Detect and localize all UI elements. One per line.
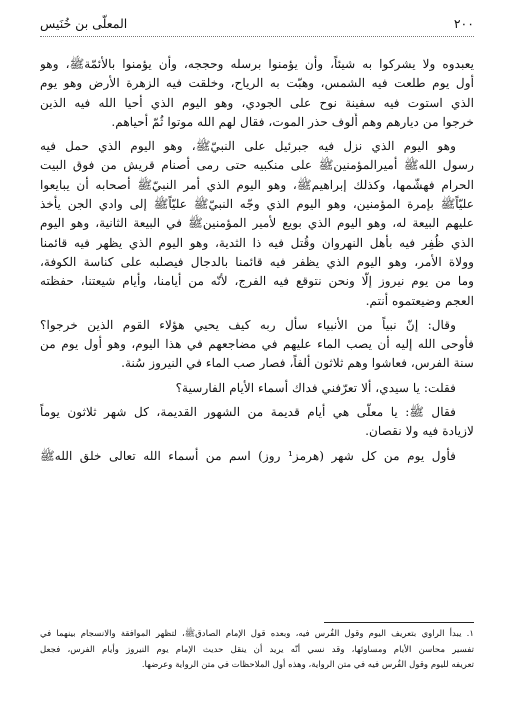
text-line: رسول اللهﷺ أميرالمؤمنينﷺ على منكبيه حتى رمى أصنام قريش من فوق البيت [40,158,474,173]
text-line: لازيادة فيه ولا نقصان. [365,424,474,439]
text-line: الذي استوت فيه سفينة نوح على الجودي، وهو اليوم الذي أحيا الله فيه الذين [40,95,474,110]
text-line: سنة الفرس، فعاشوا وهم ثلاثون ألفاً، فصار صب الماء في النيروز سُنة. [121,356,474,371]
text-line: عليهم البيعة له، وهو اليوم الذي بويع لأمير المؤمنينﷺ في البيعة الثانية، وهو اليوم [40,216,474,231]
page-number: ٢٠٠ [453,16,474,31]
footnote-rule [324,622,474,623]
text-line: فقال ﷺ: يا معلّى هي أيام قديمة من الشهور القديمة، كل شهر ثلاثون يوماً [40,405,456,420]
main-text [40,55,474,466]
text-line: الحرام فهشّمها، وكذلك إبراهيمﷺ، وهو اليوم الذي أمر النبيّﷺ أصحابه أن يبايعوا [40,177,474,192]
text-line: عليّاًﷺ بإمرة المؤمنين، وهو اليوم الذي وجّه النبيّﷺ عليّاًﷺ إلى وادي الجن يأخذ [40,197,474,212]
text-line: وما من يوم نيروز إلّا ونحن نتوقع فيه الفرج، لأنّه من أيامنا، وأيام شيعتنا، حفظته [40,274,474,289]
page-header [40,14,474,37]
footnote-line: ١. يبدأ الراوي بتعريف اليوم وقول الفُرس فيه، وبعده قول الإمام الصادقﷺ، لتظهر الموافقة والانسجام بينهما في [40,629,474,639]
text-line: وقال: إنّ نبياً من الأنبياء سأل ربه كيف يحيي هؤلاء القوم الذين خرجوا؟ [40,317,456,332]
text-line: وولاة الأمر، وهو اليوم الذي يظفر فيه قائمنا بالدجال فيصلبه على كناسة الكوفة، [40,254,474,269]
text-line: يعبدوه ولا يشركوا به شيئاً، وأن يؤمنوا برسله وحججه، وأن يؤمنوا بالأئمّةﷺ، وهو [40,57,474,71]
text-line: فأوحى الله إليه أن يصب الماء عليهم في مضاجعهم في هذا اليوم، وهو أول يوم من [40,337,474,352]
footnotes [40,622,474,674]
text-line: فأول يوم من كل شهر (هرمز¹ روز) اسم من أسماء الله تعالى خلق اللهﷺ [40,448,457,463]
text-line: فقلت: يا سيدي، ألا تعرّفني فداك أسماء الأيام الفارسية؟ [175,380,456,395]
text-line: خرجوا من ديارهم وهم أُلوف حذر الموت، فقال لهم الله موتوا ثُمّ أحياهم. [111,114,474,129]
text-line: أول يوم طلعت فيه الشمس، وهبّت به الرياح، وخلقت فيه الزهرة الأرض وهو يوم [40,76,474,91]
footnote-line: تفسير محاسن الأيام ومساوئها، وقد نسي أنّه يريد أن ينقل حديث الإمام يوم النيروز وأيام الفرس، فجعل [40,644,474,655]
running-title: المعلّى بن خُنَيس [40,16,128,31]
text-line: الذي ظُفِر فيه بأهل النهروان وقُتل فيه ذا الثدية، وهو اليوم الذي يظهر فيه قائمنا [40,235,474,250]
text-line: العجم وضيعتموه أنتم. [365,293,474,308]
text-line: وهو اليوم الذي نزل فيه جبرئيل على النبيّﷺ، وهو اليوم الذي حمل فيه [40,139,456,154]
footnote-line: تعريفه لليوم وقول الفُرس فيه في متن الرواية، وهذه أول الملاحظات في متن الرواية وعرضها. [141,660,474,670]
